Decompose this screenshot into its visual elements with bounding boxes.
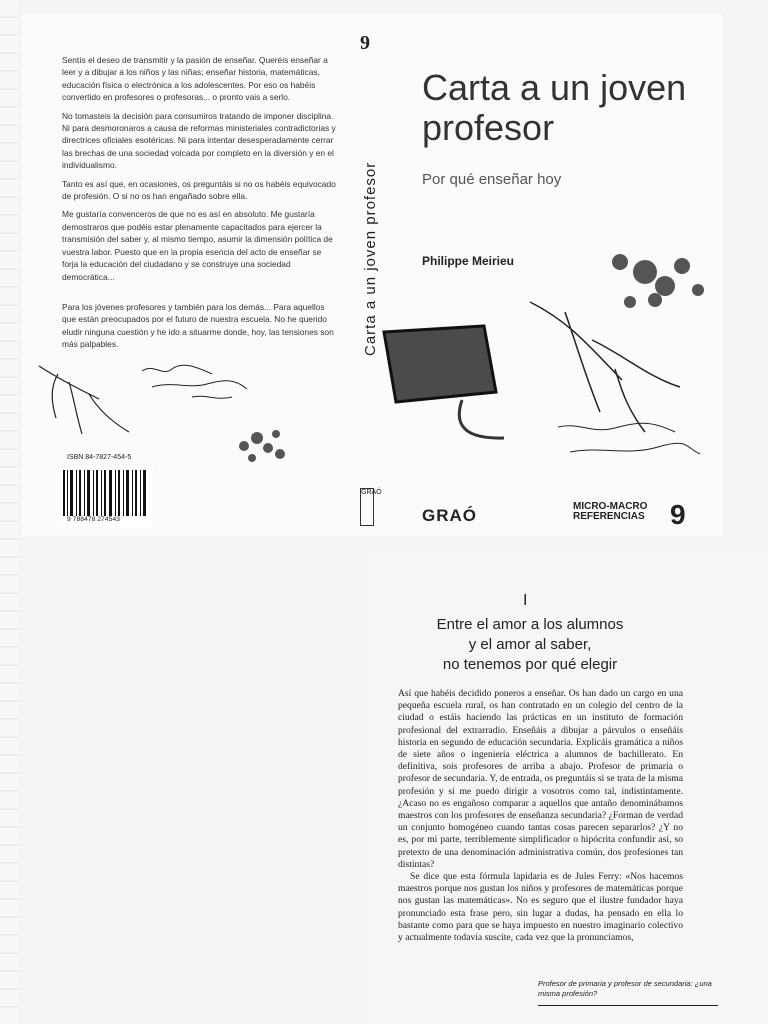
book-subtitle: Por qué enseñar hoy	[422, 171, 562, 188]
book-title-line-2: profesor	[422, 107, 555, 148]
book-title-line-1: Carta a un joven	[422, 67, 687, 108]
isbn-label: ISBN 84-7827-454-5	[67, 454, 132, 461]
chapter-title-line-1: Entre el amor a los alumnos	[436, 616, 624, 633]
chapter-paragraph-2: Se dice que esta fórmula lapidaria es de Jules Ferry: «Nos hacemos maestros porque nos gustan los niños y profesores de matemáticas porque nos gustan las matemáticas». No es seguro que el ilustre fundador haya pronunciado esta frase pero, sin lugar a dudas, ha pensado en ella lo bastante como para que se haya impuesto en nuestro imaginario colectivo y actualmente todavía suscite, cada vez que la pronunciamos,	[398, 871, 683, 944]
spine-number: 9	[360, 32, 370, 54]
back-paragraph-3: Tanto es así que, en ocasiones, os preguntáis si no os habéis equivocado de profesión. O si no os han engañado sobre ella.	[62, 178, 336, 202]
branch-pebbles-drawing-icon	[510, 242, 720, 497]
back-paragraph-4: Me gustaría convenceros de que no es así en absoluto. Me gustaría demostraros que podéis estar plenamente capacitados para ejercer la transmisión del saber y, al mismo tiempo, asumir la dimensión política de vuestra labor. Puesto que en la propia esencia del acto de enseñar se forja la educación del ciudadano y se construye una sociedad democrática...	[62, 209, 333, 282]
back-paragraph-5: Para los jóvenes profesores y también para los demás... Para aquellos que están preocupados por el futuro de nuestra escuela. No he querido eludir ninguna cuestión y he ido a situarme donde, hoy, las tensiones son más palpables.	[62, 301, 334, 350]
series-name	[573, 502, 647, 522]
spine-title: Carta a un joven profesor	[362, 161, 379, 356]
chapter-title	[405, 615, 655, 675]
tablet-drawing-icon	[372, 314, 512, 449]
back-paragraph-1: Sentís el deseo de transmitir y la pasión de enseñar. Queréis enseñar a leer y a dibujar a los niños y las niñas; enseñar historia, matemáticas, educación física o electrónica a los adolescentes. Por eso os habéis convertido en profesores o profesoras... o pronto vais a serlo.	[62, 55, 328, 103]
margin-note: Profesor de primaria y profesor de secundaria: ¿una misma profesión?	[538, 979, 712, 998]
author-name: Philippe Meirieu	[422, 254, 515, 268]
page-edge	[0, 0, 18, 1024]
barcode-number: 9 788478 274543	[67, 516, 120, 523]
chapter-title-line-3: no tenemos por qué elegir	[442, 656, 618, 673]
back-paragraph-2: No tomasteis la decisión para consumiros tratando de imponer disciplina. Ni para desmoronaros a causa de reformas ministeriales contradictorias y directrices oficiales esotéricas. Ni para intentar desesperadamente cerrar las brechas de una sociedad volcada por completo en la diversión y en el individualismo.	[62, 110, 336, 171]
chapter-title-line-2: y el amor al saber,	[468, 636, 592, 653]
back-cover-text	[62, 54, 337, 357]
book-cover-spread	[22, 14, 722, 536]
margin-note-rule	[538, 1005, 718, 1006]
chapter-number: I	[523, 592, 528, 609]
series-line-2: REFERENCIAS	[573, 511, 645, 522]
chapter-paragraph-1: Así que habéis decidido poneros a enseñar. Os han dado un cargo en una pequeña escuela rural, os han contratado en un colegio del centro de la ciudad o estáis haciendo las prácticas en un instituto de formación profesional del extrarradio. Enseñáis a dibujar a párvulos o enseñáis historia en segundo de educación secundaria. Explicáis gramática a niños de siete años o ingeniería eléctrica a alumnos de bachillerato. En definitiva, sois profesores de arriba a abajo. Profesor de primaria o profesor de secundaria. Y, de entrada, os preguntáis si se trata de la misma profesión y si me puedo dirigir a vosotros como tal, indistintamente. ¿Acaso no es engañoso comparar a aquellos que antaño denominábamos maestros con los profesores de enseñanza secundaria? ¿Forman de verdad un conjunto homogéneo cuando tantas cosas parecen separarlos? ¿Y no es, por mi parte, terriblemente simplificador o hipócrita confundir así, so pretexto de una denominación administrativa común, dos profesiones tan distintas?	[398, 688, 683, 870]
series-line-1: MICRO-MACRO	[573, 501, 648, 512]
pebbles-drawing-icon	[232, 416, 292, 476]
book-title	[422, 68, 686, 148]
signature-drawing-icon	[137, 359, 267, 404]
branch-drawing-icon	[34, 354, 144, 449]
spine-logo: GRAÓ	[360, 488, 374, 526]
chapter-body-text	[398, 688, 683, 944]
series-number: 9	[670, 499, 686, 530]
publisher-logo: GRAÓ	[422, 506, 477, 525]
